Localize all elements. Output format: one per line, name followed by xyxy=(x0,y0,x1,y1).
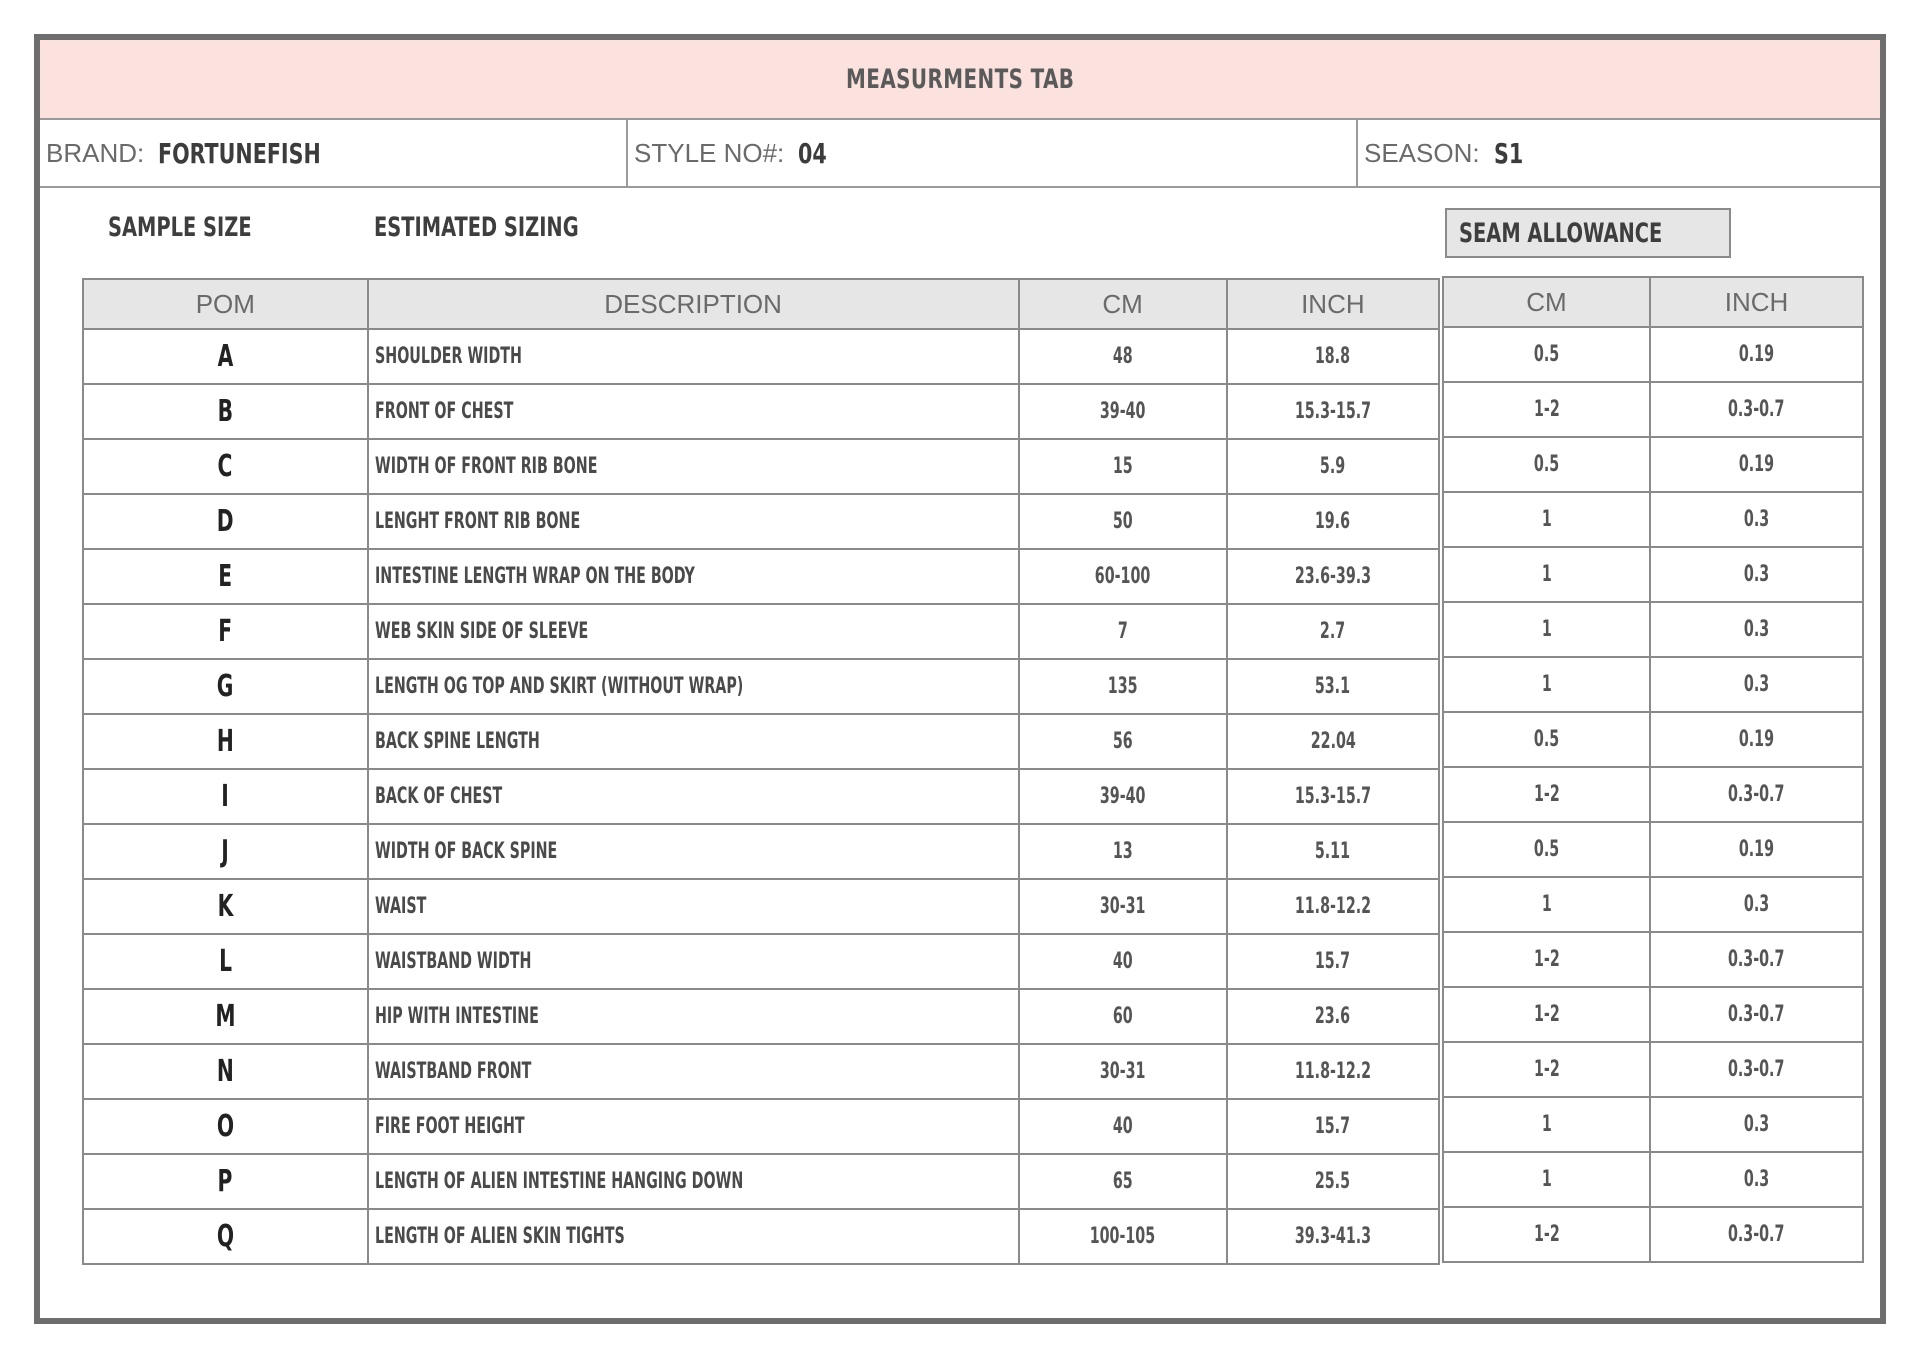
seam-row xyxy=(1443,327,1863,382)
table-row xyxy=(83,329,1439,384)
seam-inch-cell xyxy=(1650,547,1863,602)
pom-cell xyxy=(83,384,368,439)
seam-cm-text: 1-2 xyxy=(1533,947,1560,972)
cm-text: 30-31 xyxy=(1099,1059,1146,1084)
cm-text: 50 xyxy=(1112,509,1133,534)
seam-allowance-box xyxy=(1445,208,1731,258)
seam-inch-cell xyxy=(1650,822,1863,877)
cm-cell xyxy=(1019,384,1227,439)
seam-inch-text: 0.3-0.7 xyxy=(1728,782,1785,807)
brand-cell xyxy=(40,120,626,186)
seam-allowance-table xyxy=(1442,276,1864,1263)
seam-inch-text: 0.3-0.7 xyxy=(1728,1222,1785,1247)
season-value: S1 xyxy=(1493,136,1523,170)
inch-text: 25.5 xyxy=(1315,1169,1351,1194)
table-row xyxy=(83,384,1439,439)
cm-cell xyxy=(1019,439,1227,494)
pom-cell xyxy=(83,769,368,824)
pom-cell xyxy=(83,989,368,1044)
cm-text: 39-40 xyxy=(1099,399,1146,424)
description-cell xyxy=(368,714,1019,769)
description-cell xyxy=(368,1209,1019,1264)
pom-cell xyxy=(83,824,368,879)
seam-cm-cell xyxy=(1443,1152,1650,1207)
style-value: 04 xyxy=(798,136,828,170)
seam-row xyxy=(1443,382,1863,437)
pom-text: I xyxy=(221,779,230,814)
seam-cm-text: 0.5 xyxy=(1533,452,1560,477)
cm-text: 30-31 xyxy=(1099,894,1146,919)
seam-inch-text: 0.19 xyxy=(1738,727,1775,752)
description-text: WIDTH OF BACK SPINE xyxy=(374,839,557,864)
seam-header-cm: CM xyxy=(1443,277,1650,327)
cm-text: 65 xyxy=(1112,1169,1133,1194)
pom-text: Q xyxy=(216,1219,234,1254)
inch-cell xyxy=(1227,879,1439,934)
seam-cm-cell xyxy=(1443,657,1650,712)
seam-cm-cell xyxy=(1443,327,1650,382)
inch-cell xyxy=(1227,439,1439,494)
pom-text: C xyxy=(217,449,233,484)
pom-cell xyxy=(83,329,368,384)
seam-cm-cell xyxy=(1443,767,1650,822)
inch-text: 15.7 xyxy=(1315,1114,1351,1139)
pom-text: P xyxy=(217,1164,233,1199)
seam-inch-text: 0.19 xyxy=(1738,342,1775,367)
header-pom: POM xyxy=(83,279,368,329)
inch-text: 23.6 xyxy=(1315,1004,1351,1029)
seam-inch-cell xyxy=(1650,1152,1863,1207)
description-cell xyxy=(368,549,1019,604)
description-cell xyxy=(368,1099,1019,1154)
inch-text: 53.1 xyxy=(1315,674,1351,699)
description-cell xyxy=(368,494,1019,549)
inch-text: 22.04 xyxy=(1310,729,1356,754)
seam-row xyxy=(1443,932,1863,987)
seam-row xyxy=(1443,1042,1863,1097)
inch-cell xyxy=(1227,1154,1439,1209)
seam-cm-text: 1 xyxy=(1541,507,1552,532)
inch-text: 2.7 xyxy=(1320,619,1346,644)
table-row xyxy=(83,879,1439,934)
inch-text: 11.8-12.2 xyxy=(1294,894,1371,919)
seam-inch-text: 0.3 xyxy=(1743,562,1770,587)
cm-text: 48 xyxy=(1112,344,1133,369)
inch-cell xyxy=(1227,989,1439,1044)
seam-inch-text: 0.3 xyxy=(1743,892,1770,917)
cm-cell xyxy=(1019,714,1227,769)
seam-cm-cell xyxy=(1443,987,1650,1042)
page-title: MEASURMENTS TAB xyxy=(845,63,1075,95)
inch-text: 19.6 xyxy=(1315,509,1351,534)
inch-cell xyxy=(1227,329,1439,384)
inch-cell xyxy=(1227,1099,1439,1154)
seam-row xyxy=(1443,822,1863,877)
seam-cm-text: 1 xyxy=(1541,1112,1552,1137)
cm-cell xyxy=(1019,604,1227,659)
table-row xyxy=(83,1044,1439,1099)
seam-cm-text: 1 xyxy=(1541,892,1552,917)
description-text: LENGTH OG TOP AND SKIRT (WITHOUT WRAP) xyxy=(374,674,743,699)
description-text: WEB SKIN SIDE OF SLEEVE xyxy=(374,619,588,644)
cm-text: 13 xyxy=(1112,839,1133,864)
cm-text: 7 xyxy=(1117,619,1128,644)
inch-text: 11.8-12.2 xyxy=(1294,1059,1371,1084)
pom-text: J xyxy=(221,834,230,869)
inch-text: 18.8 xyxy=(1315,344,1351,369)
cm-cell xyxy=(1019,934,1227,989)
inch-cell xyxy=(1227,824,1439,879)
inch-cell xyxy=(1227,384,1439,439)
table-row xyxy=(83,549,1439,604)
seam-inch-cell xyxy=(1650,602,1863,657)
inch-cell xyxy=(1227,714,1439,769)
seam-inch-cell xyxy=(1650,932,1863,987)
description-text: WAIST xyxy=(374,894,427,919)
cm-cell xyxy=(1019,549,1227,604)
cm-text: 40 xyxy=(1112,949,1133,974)
cm-cell xyxy=(1019,824,1227,879)
pom-cell xyxy=(83,1209,368,1264)
cm-cell xyxy=(1019,659,1227,714)
seam-inch-cell xyxy=(1650,877,1863,932)
seam-inch-text: 0.3-0.7 xyxy=(1728,947,1785,972)
pom-cell xyxy=(83,714,368,769)
seam-header-row xyxy=(1443,277,1863,327)
seam-inch-text: 0.3-0.7 xyxy=(1728,397,1785,422)
seam-row xyxy=(1443,437,1863,492)
description-text: LENGHT FRONT RIB BONE xyxy=(374,509,580,534)
seam-row xyxy=(1443,767,1863,822)
seam-cm-text: 1 xyxy=(1541,1167,1552,1192)
pom-text: K xyxy=(217,889,234,924)
description-text: BACK SPINE LENGTH xyxy=(374,729,540,754)
seam-allowance-label: SEAM ALLOWANCE xyxy=(1459,217,1663,249)
table-row xyxy=(83,714,1439,769)
seam-cm-cell xyxy=(1443,932,1650,987)
pom-cell xyxy=(83,659,368,714)
seam-row xyxy=(1443,987,1863,1042)
seam-row xyxy=(1443,492,1863,547)
measurements-table xyxy=(82,278,1440,1265)
inch-cell xyxy=(1227,494,1439,549)
header-inch: INCH xyxy=(1227,279,1439,329)
pom-cell xyxy=(83,439,368,494)
description-text: FRONT OF CHEST xyxy=(374,399,514,424)
seam-inch-text: 0.19 xyxy=(1738,452,1775,477)
seam-inch-cell xyxy=(1650,987,1863,1042)
table-row xyxy=(83,494,1439,549)
seam-inch-text: 0.3 xyxy=(1743,1112,1770,1137)
seam-inch-cell xyxy=(1650,437,1863,492)
description-text: FIRE FOOT HEIGHT xyxy=(374,1114,525,1139)
cm-cell xyxy=(1019,989,1227,1044)
header-cm: CM xyxy=(1019,279,1227,329)
seam-cm-text: 1-2 xyxy=(1533,782,1560,807)
info-row xyxy=(40,120,1880,188)
inch-text: 15.7 xyxy=(1315,949,1351,974)
table-row xyxy=(83,439,1439,494)
inch-cell xyxy=(1227,604,1439,659)
seam-inch-cell xyxy=(1650,1042,1863,1097)
inch-text: 15.3-15.7 xyxy=(1294,399,1371,424)
seam-cm-cell xyxy=(1443,382,1650,437)
pom-text: L xyxy=(218,944,232,979)
table-row xyxy=(83,1209,1439,1264)
cm-cell xyxy=(1019,1209,1227,1264)
seam-cm-text: 1 xyxy=(1541,562,1552,587)
pom-text: G xyxy=(217,669,234,704)
cm-cell xyxy=(1019,329,1227,384)
table-row xyxy=(83,989,1439,1044)
inch-cell xyxy=(1227,659,1439,714)
style-cell xyxy=(626,120,1356,186)
inch-text: 5.11 xyxy=(1315,839,1351,864)
pom-cell xyxy=(83,549,368,604)
description-text: HIP WITH INTESTINE xyxy=(374,1004,539,1029)
seam-cm-text: 0.5 xyxy=(1533,837,1560,862)
pom-text: H xyxy=(216,724,234,759)
seam-inch-text: 0.3 xyxy=(1743,672,1770,697)
seam-cm-text: 1 xyxy=(1541,617,1552,642)
seam-inch-cell xyxy=(1650,767,1863,822)
seam-inch-text: 0.3 xyxy=(1743,507,1770,532)
table-row xyxy=(83,769,1439,824)
pom-cell xyxy=(83,879,368,934)
description-cell xyxy=(368,824,1019,879)
table-row xyxy=(83,934,1439,989)
pom-cell xyxy=(83,1099,368,1154)
cm-cell xyxy=(1019,769,1227,824)
seam-inch-text: 0.3 xyxy=(1743,617,1770,642)
cm-cell xyxy=(1019,494,1227,549)
seam-row xyxy=(1443,1207,1863,1262)
description-text: WAISTBAND WIDTH xyxy=(374,949,532,974)
description-text: INTESTINE LENGTH WRAP ON THE BODY xyxy=(374,564,695,589)
title-bar xyxy=(40,40,1880,120)
pom-text: B xyxy=(217,394,234,429)
table-row xyxy=(83,824,1439,879)
seam-row xyxy=(1443,712,1863,767)
description-cell xyxy=(368,329,1019,384)
inch-text: 5.9 xyxy=(1320,454,1346,479)
seam-inch-cell xyxy=(1650,382,1863,437)
cm-text: 135 xyxy=(1107,674,1138,699)
inch-cell xyxy=(1227,769,1439,824)
seam-inch-cell xyxy=(1650,657,1863,712)
pom-cell xyxy=(83,494,368,549)
seam-cm-text: 1 xyxy=(1541,672,1552,697)
table-header-row xyxy=(83,279,1439,329)
pom-cell xyxy=(83,604,368,659)
pom-text: F xyxy=(218,614,233,649)
table-row xyxy=(83,1154,1439,1209)
inch-text: 15.3-15.7 xyxy=(1294,784,1371,809)
cm-text: 40 xyxy=(1112,1114,1133,1139)
seam-inch-cell xyxy=(1650,492,1863,547)
seam-inch-text: 0.3-0.7 xyxy=(1728,1057,1785,1082)
seam-cm-cell xyxy=(1443,822,1650,877)
pom-text: A xyxy=(217,339,234,374)
seam-cm-cell xyxy=(1443,1042,1650,1097)
seam-row xyxy=(1443,1152,1863,1207)
pom-text: D xyxy=(216,504,234,539)
seam-cm-text: 0.5 xyxy=(1533,727,1560,752)
description-text: SHOULDER WIDTH xyxy=(374,344,522,369)
season-cell xyxy=(1356,120,1880,186)
cm-cell xyxy=(1019,1099,1227,1154)
seam-inch-cell xyxy=(1650,1207,1863,1262)
sample-size-label: SAMPLE SIZE xyxy=(108,212,252,243)
description-cell xyxy=(368,879,1019,934)
seam-cm-text: 0.5 xyxy=(1533,342,1560,367)
description-text: LENGTH OF ALIEN SKIN TIGHTS xyxy=(374,1224,625,1249)
cm-text: 15 xyxy=(1112,454,1133,479)
pom-text: M xyxy=(215,999,236,1034)
cm-cell xyxy=(1019,1044,1227,1099)
seam-inch-text: 0.19 xyxy=(1738,837,1775,862)
seam-row xyxy=(1443,1097,1863,1152)
cm-cell xyxy=(1019,1154,1227,1209)
measurement-sheet xyxy=(34,34,1886,1324)
seam-inch-cell xyxy=(1650,327,1863,382)
inch-text: 39.3-41.3 xyxy=(1294,1224,1371,1249)
description-cell xyxy=(368,1044,1019,1099)
header-description: DESCRIPTION xyxy=(368,279,1019,329)
seam-row xyxy=(1443,657,1863,712)
seam-inch-cell xyxy=(1650,712,1863,767)
brand-label: BRAND: xyxy=(46,137,145,168)
table-row xyxy=(83,604,1439,659)
inch-cell xyxy=(1227,1044,1439,1099)
seam-cm-cell xyxy=(1443,492,1650,547)
seam-row xyxy=(1443,602,1863,657)
inch-cell xyxy=(1227,1209,1439,1264)
description-cell xyxy=(368,384,1019,439)
seam-header-inch: INCH xyxy=(1650,277,1863,327)
season-label: SEASON: xyxy=(1364,137,1480,168)
table-row xyxy=(83,659,1439,714)
seam-cm-text: 1-2 xyxy=(1533,1002,1560,1027)
inch-cell xyxy=(1227,549,1439,604)
cm-text: 100-105 xyxy=(1089,1224,1156,1249)
seam-row xyxy=(1443,547,1863,602)
seam-cm-cell xyxy=(1443,547,1650,602)
seam-inch-text: 0.3 xyxy=(1743,1167,1770,1192)
seam-cm-cell xyxy=(1443,1207,1650,1262)
cm-cell xyxy=(1019,879,1227,934)
description-text: LENGTH OF ALIEN INTESTINE HANGING DOWN xyxy=(374,1169,743,1194)
description-cell xyxy=(368,989,1019,1044)
seam-cm-text: 1-2 xyxy=(1533,1057,1560,1082)
seam-cm-text: 1-2 xyxy=(1533,1222,1560,1247)
description-cell xyxy=(368,604,1019,659)
inch-cell xyxy=(1227,934,1439,989)
pom-cell xyxy=(83,1154,368,1209)
description-cell xyxy=(368,934,1019,989)
cm-text: 56 xyxy=(1112,729,1133,754)
pom-cell xyxy=(83,1044,368,1099)
cm-text: 39-40 xyxy=(1099,784,1146,809)
seam-cm-cell xyxy=(1443,877,1650,932)
table-row xyxy=(83,1099,1439,1154)
description-cell xyxy=(368,659,1019,714)
description-text: WIDTH OF FRONT RIB BONE xyxy=(374,454,598,479)
description-cell xyxy=(368,769,1019,824)
description-cell xyxy=(368,1154,1019,1209)
estimated-sizing-label: ESTIMATED SIZING xyxy=(374,212,579,243)
pom-text: E xyxy=(218,559,233,594)
brand-value: FORTUNEFISH xyxy=(158,136,322,170)
style-label: STYLE NO#: xyxy=(634,137,785,168)
seam-cm-text: 1-2 xyxy=(1533,397,1560,422)
seam-cm-cell xyxy=(1443,437,1650,492)
description-text: BACK OF CHEST xyxy=(374,784,502,809)
pom-cell xyxy=(83,934,368,989)
inch-text: 23.6-39.3 xyxy=(1294,564,1371,589)
description-cell xyxy=(368,439,1019,494)
description-text: WAISTBAND FRONT xyxy=(374,1059,532,1084)
seam-inch-cell xyxy=(1650,1097,1863,1152)
pom-text: O xyxy=(216,1109,234,1144)
seam-cm-cell xyxy=(1443,712,1650,767)
seam-cm-cell xyxy=(1443,1097,1650,1152)
seam-row xyxy=(1443,877,1863,932)
cm-text: 60 xyxy=(1112,1004,1133,1029)
seam-inch-text: 0.3-0.7 xyxy=(1728,1002,1785,1027)
cm-text: 60-100 xyxy=(1094,564,1151,589)
pom-text: N xyxy=(216,1054,234,1089)
seam-cm-cell xyxy=(1443,602,1650,657)
